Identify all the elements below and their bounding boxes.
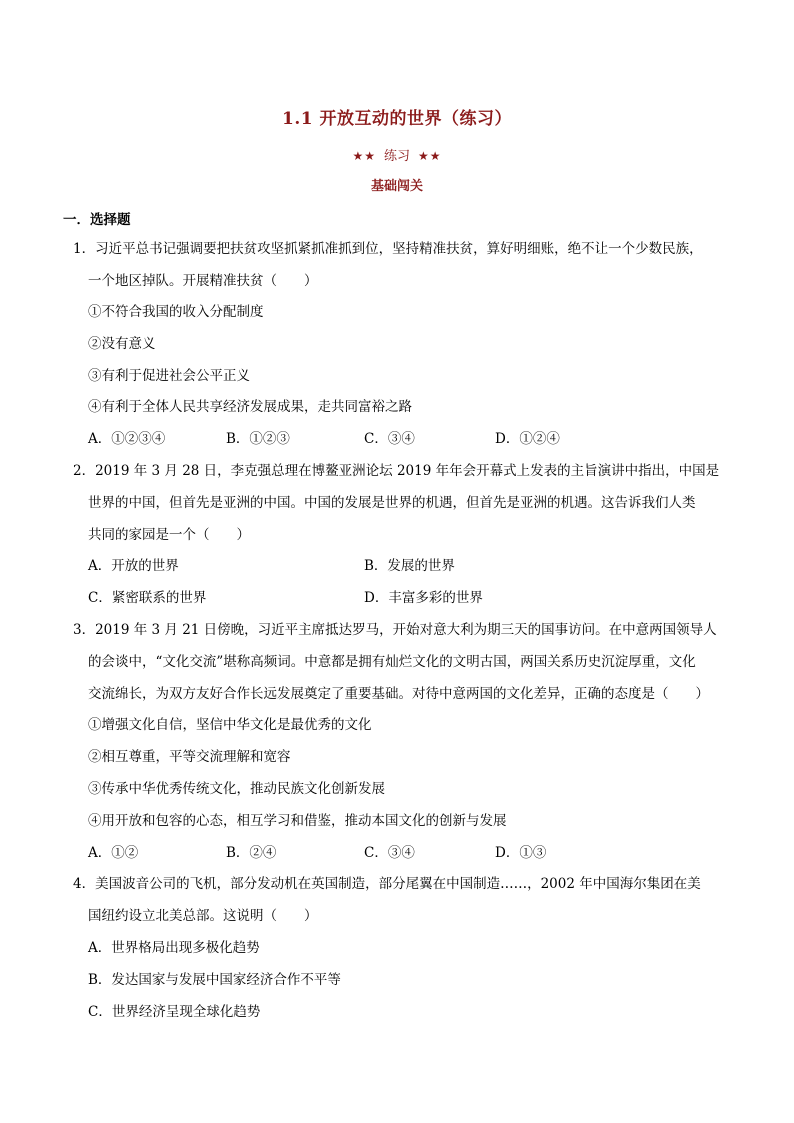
subtitle-text: 练习 <box>383 149 410 164</box>
question-2-option-d[interactable]: D．丰富多彩的世界 <box>364 590 483 606</box>
question-2-stem: 2．2019 年 3 月 28 日，李克强总理在博鳌亚洲论坛 2019 年年会开幕式上发表的主旨演讲中指出，中国是 <box>73 463 720 479</box>
question-3-statement: ①增强文化自信，坚信中华文化是最优秀的文化 <box>88 717 372 733</box>
question-1-statement: ②没有意义 <box>88 336 156 352</box>
question-3-stem: 3．2019 年 3 月 21 日傍晚，习近平主席抵达罗马，开始对意大利为期三天的国事访问。在中意两国领导人 <box>73 622 717 638</box>
question-3-option-c[interactable]: C．③④ <box>364 845 415 861</box>
question-1-option-a[interactable]: A．①②③④ <box>88 431 166 447</box>
question-3-option-a[interactable]: A．①② <box>88 845 139 861</box>
question-1-stem: 1．习近平总书记强调要把扶贫攻坚抓紧抓准抓到位，坚持精准扶贫，算好明细账，绝不让一个少数民族， <box>73 241 703 257</box>
star-rating-icon: ★★ <box>352 149 376 163</box>
question-4-option-c[interactable]: C．世界经济呈现全球化趋势 <box>88 1004 261 1020</box>
question-1-option-b[interactable]: B．①②③ <box>226 431 290 447</box>
question-1-statement: ③有利于促进社会公平正义 <box>88 368 250 384</box>
question-2-option-b[interactable]: B．发展的世界 <box>364 558 455 574</box>
question-1-option-c[interactable]: C．③④ <box>364 431 415 447</box>
question-2-stem: 共同的家园是一个（ ） <box>88 527 250 543</box>
question-3-option-d[interactable]: D．①③ <box>495 845 547 861</box>
question-3-statement: ②相互尊重，平等交流理解和宽容 <box>88 749 291 765</box>
question-1-stem: 一个地区掉队。开展精准扶贫（ ） <box>88 273 318 289</box>
difficulty-label <box>0 145 794 164</box>
question-1-option-d[interactable]: D．①②④ <box>495 431 560 447</box>
question-2-stem: 世界的中国，但首先是亚洲的中国。中国的发展是世界的机遇，但首先是亚洲的机遇。这告诉我们人类 <box>88 495 696 511</box>
section-heading: 基础闯关 <box>370 179 423 194</box>
question-3-option-b[interactable]: B．②④ <box>226 845 277 861</box>
question-3-statement: ③传承中华优秀传统文化，推动民族文化创新发展 <box>88 781 385 797</box>
question-type-heading: 一．选择题 <box>63 212 131 228</box>
question-3-statement: ④用开放和包容的心态，相互学习和借鉴，推动本国文化的创新与发展 <box>88 813 507 829</box>
question-2-option-c[interactable]: C．紧密联系的世界 <box>88 590 207 606</box>
question-1-statement: ④有利于全体人民共享经济发展成果，走共同富裕之路 <box>88 399 412 415</box>
page-title: 1.1 开放互动的世界（练习） <box>282 109 512 129</box>
question-4-stem: 4．美国波音公司的飞机，部分发动机在英国制造，部分尾翼在中国制造……，2002 年中国海尔集团在美 <box>73 876 701 892</box>
question-4-stem: 国纽约设立北美总部。这说明（ ） <box>88 908 318 924</box>
question-1-statement: ①不符合我国的收入分配制度 <box>88 304 264 320</box>
question-3-stem: 的会谈中，“文化交流”堪称高频词。中意都是拥有灿烂文化的文明古国，两国关系历史沉淀厚重，文化 <box>88 654 696 670</box>
question-2-option-a[interactable]: A．开放的世界 <box>88 558 179 574</box>
question-4-option-a[interactable]: A．世界格局出现多极化趋势 <box>88 940 260 956</box>
question-3-stem: 交流绵长，为双方友好合作长远发展奠定了重要基础。对待中意两国的文化差异，正确的态度是（ ） <box>88 686 709 702</box>
question-4-option-b[interactable]: B．发达国家与发展中国家经济合作不平等 <box>88 972 341 988</box>
star-rating-icon: ★★ <box>418 149 442 163</box>
